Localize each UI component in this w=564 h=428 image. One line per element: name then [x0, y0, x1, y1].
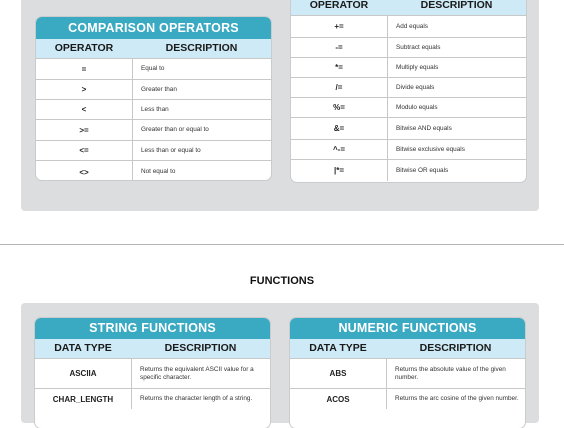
table-row: [291, 117, 526, 139]
table-row: [36, 79, 271, 99]
table-row: [290, 388, 525, 409]
description-cell: Less than or equal to: [141, 146, 201, 154]
description-cell: Divide equals: [396, 83, 435, 91]
operator-cell: =: [36, 59, 133, 79]
column-header-description: DESCRIPTION: [165, 42, 238, 54]
description-cell: Bitwise exclusive equals: [396, 145, 465, 153]
description-cell: Multiply equals: [396, 63, 439, 71]
operator-cell: &=: [291, 118, 388, 139]
function-name-cell: CHAR_LENGTH: [35, 389, 132, 409]
column-header-description: DESCRIPTION: [420, 0, 493, 11]
compound-operators-card: [291, 0, 526, 182]
comparison-operators-title: COMPARISON OPERATORS: [36, 17, 271, 39]
description-cell: Returns the character length of a string.: [140, 395, 253, 402]
section-divider: [0, 244, 564, 245]
operator-cell: ^-=: [291, 140, 388, 159]
description-cell: Returns the equivalent ASCII value for a specific character.: [140, 365, 254, 381]
table-row: [36, 99, 271, 119]
description-cell: Returns the absolute value of the given number.: [395, 365, 506, 381]
numeric-functions-title: NUMERIC FUNCTIONS: [290, 318, 525, 339]
operator-cell: %=: [291, 98, 388, 117]
operator-cell: <>: [36, 161, 133, 180]
column-header-description: DESCRIPTION: [164, 342, 237, 354]
table-row: [36, 58, 271, 79]
string-functions-card: [35, 318, 270, 428]
table-row: [291, 159, 526, 181]
table-row: [291, 97, 526, 117]
operator-cell: +=: [291, 16, 388, 37]
description-cell: Greater than or equal to: [141, 126, 209, 133]
table-row: [291, 57, 526, 77]
operator-cell: >=: [36, 120, 133, 140]
description-cell: Less than: [141, 105, 169, 113]
operator-cell: -=: [291, 38, 388, 57]
description-cell: Add equals: [396, 22, 428, 30]
function-name-cell: ACOS: [290, 389, 387, 409]
numeric-functions-header: [290, 339, 525, 358]
table-row: [291, 139, 526, 159]
table-row: [291, 15, 526, 37]
column-header-operator: OPERATOR: [309, 0, 369, 11]
comparison-operators-card: [36, 17, 271, 180]
string-functions-title: STRING FUNCTIONS: [35, 318, 270, 339]
description-cell: Not equal to: [141, 168, 176, 175]
description-cell: Modulo equals: [396, 103, 438, 111]
description-cell: Bitwise OR equals: [396, 166, 449, 174]
operator-cell: |*=: [291, 160, 388, 181]
table-row: [36, 160, 271, 180]
table-row: [290, 358, 525, 388]
table-row: [35, 358, 270, 388]
description-cell: Greater than: [141, 85, 177, 93]
operator-cell: *=: [291, 58, 388, 77]
functions-heading: FUNCTIONS: [249, 275, 315, 287]
description-cell: Returns the arc cosine of the given number.: [395, 395, 519, 402]
description-cell: Bitwise AND equals: [396, 124, 452, 132]
compound-operators-header: [291, 0, 526, 15]
table-row: [291, 77, 526, 97]
table-row: [36, 119, 271, 140]
operator-cell: >: [36, 80, 133, 99]
column-header-operator: OPERATOR: [54, 42, 114, 54]
numeric-functions-card: [290, 318, 525, 428]
table-row: [291, 37, 526, 57]
comparison-operators-header: [36, 39, 271, 58]
column-header-data-type: DATA TYPE: [309, 342, 367, 354]
table-row: [35, 388, 270, 409]
column-header-description: DESCRIPTION: [419, 342, 492, 354]
string-functions-header: [35, 339, 270, 358]
table-row: [36, 140, 271, 160]
operator-cell: <=: [36, 141, 133, 160]
operator-cell: /=: [291, 78, 388, 97]
description-cell: Subtract equals: [396, 43, 441, 51]
operator-cell: <: [36, 100, 133, 119]
column-header-data-type: DATA TYPE: [54, 342, 112, 354]
function-name-cell: ASCIIA: [35, 359, 132, 388]
description-cell: Equal to: [141, 65, 165, 72]
function-name-cell: ABS: [290, 359, 387, 388]
